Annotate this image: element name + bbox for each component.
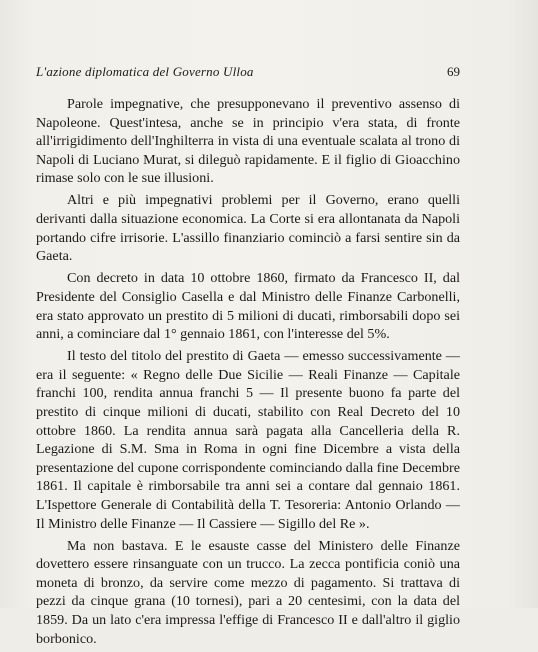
chapter-title: L'azione diplomatica del Governo Ulloa <box>36 64 254 79</box>
paragraph: Ma non bastava. E le esauste casse del Ministero delle Finanze dovettero essere rinsanguate con un trucco. La zecca pontificia coniò una moneta di bronzo, da servire come mezzo di pagamento. Si trattava di pezzi da cinque grana (10 tornesi), pari a 20 centesimi, con la data del 1859. Da un lato c'era impressa l'effige di Francesco II e dall'altro il giglio borbonico. <box>36 537 460 647</box>
running-head <box>36 64 460 84</box>
paragraph: Altri e più impegnativi problemi per il Governo, erano quelli derivanti dalla situazione economica. La Corte si era allontanata da Napoli portando cifre irrisorie. L'assillo finanziario cominciò a farsi sentire sin da Gaeta. <box>36 192 460 265</box>
page-number: 69 <box>447 64 460 79</box>
paragraph: Il testo del titolo del prestito di Gaeta — emesso successivamente — era il seguente: « Regno delle Due Sicilie — Reali Finanze — Capitale franchi 100, rendita annua franchi 5 — Il presente buono fa parte del prestito di cinque milioni di ducati, stabilito con Real Decreto del 10 ottobre 1860. La rendita annua sarà pagata alla Cancelleria della R. Legazione di S.M. Sma in Roma in ogni fine Dicembre a vista della presentazione del cupone corrispondente cominciando dalla fine Decembre 1861. Il capitale è rimborsabile tra anni sei a contare dal gennaio 1861. L'Ispettore Generale di Contabilità della T. Tesoreria: Antonio Orlando — Il Ministro delle Finanze — Il Cassiere — Sigillo del Re ». <box>36 348 460 532</box>
paragraph: Con decreto in data 10 ottobre 1860, firmato da Francesco II, dal Presidente del Consiglio Casella e dal Ministro delle Finanze Carbonelli, era stato approvato un prestito di 5 milioni di ducati, rimborsabili dopo sei anni, a cominciare dal 1° gennaio 1861, con l'interesse del 5%. <box>36 270 460 343</box>
paragraph: Parole impegnative, che presupponevano il preventivo assenso di Napoleone. Quest'intesa, anche se in principio v'era stata, di fronte all'irrigidimento dell'Inghilterra in vista di una eventuale scalata al trono di Napoli di Luciano Murat, si dileguò rapidamente. E il figlio di Gioacchino rimase solo con le sue illusioni. <box>36 96 460 187</box>
body-text <box>36 95 460 652</box>
